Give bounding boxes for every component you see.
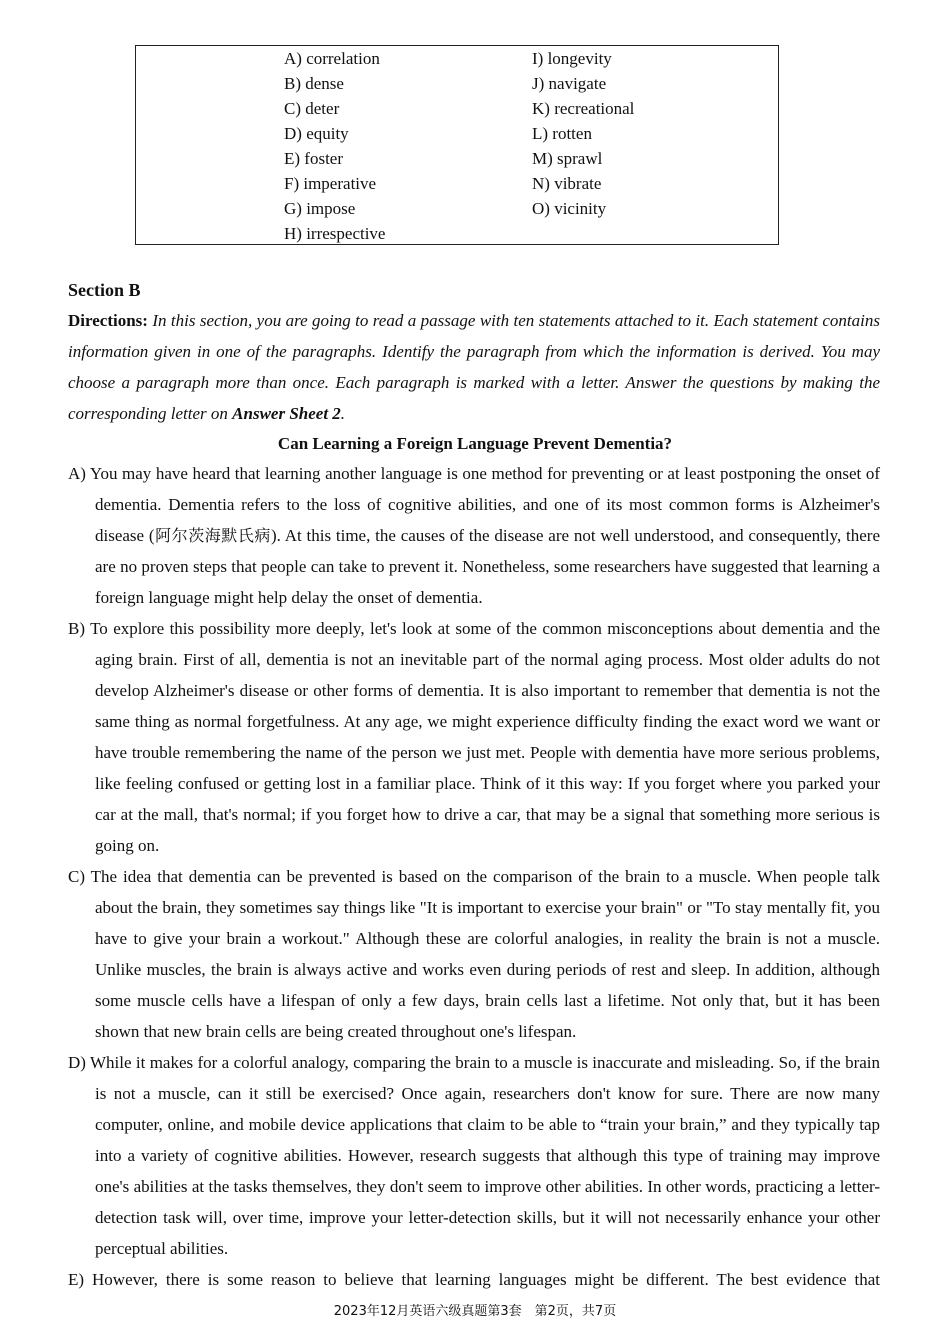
- word-option: L) rotten: [532, 124, 592, 143]
- word-option: E) foster: [284, 149, 344, 168]
- word-option: M) sprawl: [532, 149, 603, 168]
- word-option: H) irrespective: [284, 224, 386, 243]
- word-option: F) imperative: [284, 174, 377, 193]
- section-title: Section B: [68, 280, 141, 300]
- word-option: D) equity: [284, 124, 349, 143]
- paragraph-a: [68, 458, 880, 613]
- paragraph-d: D) While it makes for a colorful analogy, comparing the brain to a muscle is inaccurate and misleading. So, if the brain is not a muscle, can it still be exercised? Once again, researchers don't know for sure. There are now many computer, online, and mobile device applications that claim to be able to “train your brain,” and they typically tap into a variety of cognitive abilities. However, research suggests that although this type of training may improve one's abilities at the tasks themselves, they don't seem to improve other abilities. In other words, practicing a letter-detection task will, over time, improve your letter-detection skills, but it will not necessarily enhance your other perceptual abilities.: [68, 1053, 880, 1258]
- word-option: I) longevity: [532, 49, 612, 68]
- directions-text: In this section, you are going to read a passage with ten statements attached to it. Each statement contains information given in one of the paragraphs. Identify the paragraph from which the information is derived. You may choose a paragraph more than once. Each paragraph is marked with a letter. Answer the questions by making the corresponding letter on: [68, 311, 880, 423]
- paragraph-a-text-1: A) You may have heard that learning another language is one method for preventing or at least postponing the onset of dementia. Dementia refers to the loss of cognitive abilities, and one of its most common forms is Alzheimer's disease (: [68, 464, 880, 545]
- word-bank-box: [135, 45, 779, 245]
- word-option: O) vicinity: [532, 199, 607, 218]
- word-option: K) recreational: [532, 99, 635, 118]
- directions: [68, 305, 880, 429]
- directions-end: .: [340, 404, 346, 423]
- passage-body: [68, 458, 880, 1295]
- passage-title: Can Learning a Foreign Language Prevent Dementia?: [277, 434, 673, 453]
- paragraph-c: C) The idea that dementia can be prevented is based on the comparison of the brain to a muscle. When people talk about the brain, they sometimes say things like "It is important to exercise your brain" or "To stay mentally fit, you have to give your brain a workout." Although these are colorful analogies, in reality the brain is not a muscle. Unlike muscles, the brain is always active and works even during periods of rest and sleep. In addition, although some muscle cells have a lifespan of only a few days, brain cells last a lifetime. Not only that, but it has been shown that new brain cells are being created throughout one's lifespan.: [68, 867, 880, 1041]
- word-bank-left-column: [284, 46, 385, 246]
- word-option: C) deter: [284, 99, 340, 118]
- paragraph-b: B) To explore this possibility more deeply, let's look at some of the common misconceptions about dementia and the aging brain. First of all, dementia is not an inevitable part of the normal aging process. Most older adults do not develop Alzheimer's disease or other forms of dementia. It is also important to remember that dementia is not the same thing as normal forgetfulness. At any age, we might experience difficulty finding the exact word we want or have trouble remembering the name of the person we just met. People with dementia have more serious problems, like feeling confused or getting lost in a familiar place. Think of it this way: If you forget where you parked your car at the mall, that's normal; if you forget how to drive a car, that may be a signal that something more serious is going on.: [68, 619, 880, 855]
- paragraph-e: E) However, there is some reason to believe that learning languages might be different. The best evidence that: [68, 1270, 880, 1289]
- word-option: A) correlation: [284, 49, 380, 68]
- word-option: G) impose: [284, 199, 356, 218]
- paragraph-a-chinese-term: 阿尔茨海默氏病: [154, 526, 271, 545]
- word-option: B) dense: [284, 74, 344, 93]
- word-option: N) vibrate: [532, 174, 602, 193]
- answer-sheet-ref: Answer Sheet 2: [232, 404, 341, 423]
- page-footer: 2023年12月英语六级真题第3套 第2页，共7页: [333, 1304, 617, 1319]
- paragraph-a-text-2: ). At this time, the causes of the disease are not well understood, and consequently, there are no proven steps that people can take to prevent it. Nonetheless, some researchers have suggested that learning a foreign language might help delay the onset of dementia.: [95, 526, 880, 607]
- word-bank-right-column: [532, 46, 634, 221]
- directions-label: Directions:: [68, 311, 148, 330]
- word-option: J) navigate: [532, 74, 607, 93]
